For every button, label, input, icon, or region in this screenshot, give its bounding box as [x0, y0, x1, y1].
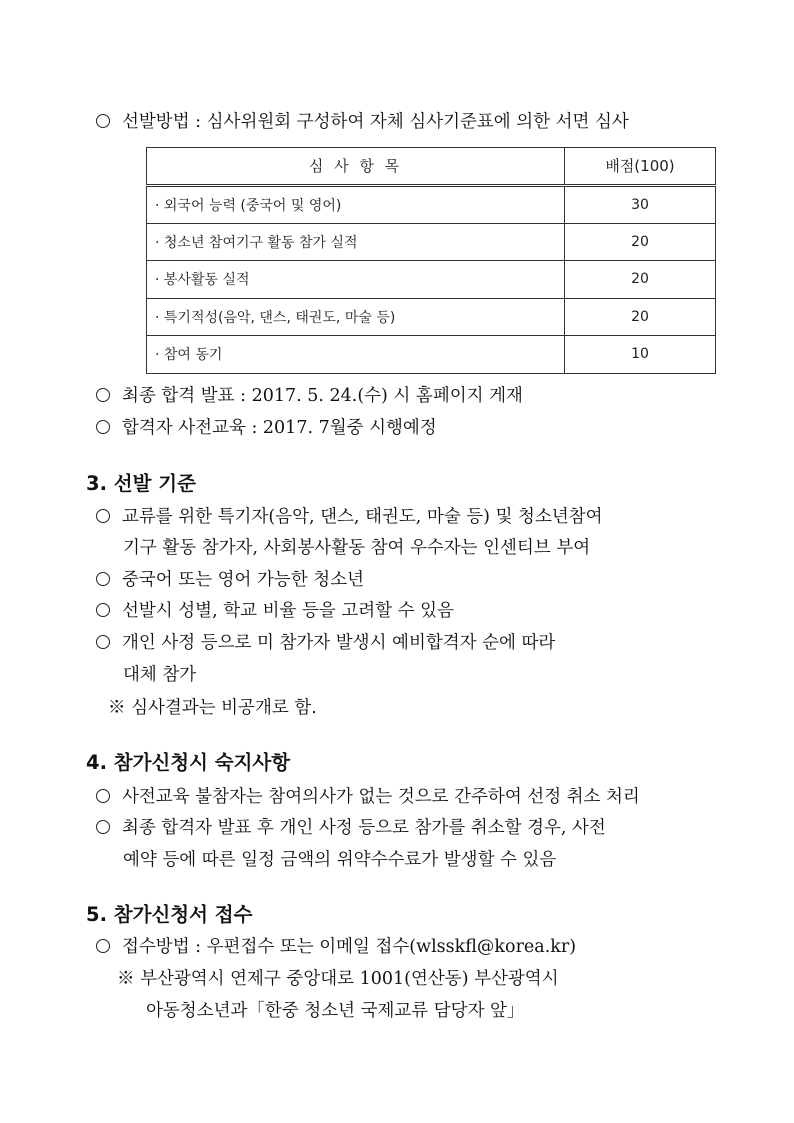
- section-5-note-line-1: ※ 부산광역시 연제구 중앙대로 1001(연산동) 부산광역시: [117, 969, 559, 989]
- section-4-heading: 4. 참가신청시 숙지사항: [86, 751, 291, 774]
- bullet-item-selection-method: [96, 111, 629, 133]
- section-4-bullet-2-line-2: 예약 등에 따른 일정 금액의 위약수수료가 발생할 수 있음: [123, 850, 557, 870]
- bullet-item-final-announcement: [96, 385, 523, 407]
- score-cell: 20: [565, 298, 716, 336]
- criteria-cell: · 봉사활동 실적: [147, 261, 565, 299]
- circle-bullet-icon: [96, 635, 110, 649]
- circle-bullet-icon: [96, 939, 110, 953]
- score-cell: 20: [565, 223, 716, 261]
- final-announcement-text: 최종 합격 발표 : 2017. 5. 24.(수) 시 홈페이지 게재: [122, 386, 523, 406]
- section-3-bullet-1: [96, 506, 603, 528]
- header-criteria: 심 사 항 목: [147, 148, 565, 186]
- section-4-bullet-1: [96, 786, 640, 808]
- table-header-row: [147, 148, 716, 186]
- section-3-bullet-4: [96, 632, 555, 654]
- section-5-heading: 5. 참가신청서 접수: [86, 903, 253, 926]
- section-3-bullet-4-line-2: 대체 참가: [123, 665, 197, 685]
- circle-bullet-icon: [96, 388, 110, 402]
- section-3-bullet-1-line-2: 기구 활동 참가자, 사회봉사활동 참여 우수자는 인센티브 부여: [123, 538, 591, 558]
- section-4-bullet-1-text: 사전교육 불참자는 참여의사가 없는 것으로 간주하여 선정 취소 처리: [122, 787, 640, 807]
- score-cell: 10: [565, 336, 716, 374]
- pre-education-text: 합격자 사전교육 : 2017. 7월중 시행예정: [122, 418, 437, 438]
- section-3-note: ※ 심사결과는 비공개로 함.: [108, 698, 317, 718]
- circle-bullet-icon: [96, 603, 110, 617]
- header-score: 배점(100): [565, 148, 716, 186]
- section-3-bullet-2-text: 중국어 또는 영어 가능한 청소년: [122, 570, 365, 590]
- section-3-bullet-1-line-1: 교류를 위한 특기자(음악, 댄스, 태권도, 마술 등) 및 청소년참여: [122, 507, 603, 527]
- table-row: [147, 261, 716, 299]
- table-row: [147, 223, 716, 261]
- selection-method-text: 선발방법 : 심사위원회 구성하여 자체 심사기준표에 의한 서면 심사: [122, 112, 629, 132]
- circle-bullet-icon: [96, 789, 110, 803]
- section-5-note-line-2: 아동청소년과「한중 청소년 국제교류 담당자 앞」: [146, 1001, 525, 1021]
- section-5-bullet-1-text: 접수방법 : 우편접수 또는 이메일 접수(wlsskfl@korea.kr): [122, 937, 577, 957]
- section-3-bullet-3: [96, 600, 454, 622]
- section-3-bullet-3-text: 선발시 성별, 학교 비율 등을 고려할 수 있음: [122, 601, 454, 621]
- circle-bullet-icon: [96, 572, 110, 586]
- table-row: [147, 185, 716, 223]
- criteria-cell: · 청소년 참여기구 활동 참가 실적: [147, 223, 565, 261]
- circle-bullet-icon: [96, 509, 110, 523]
- section-3-bullet-4-line-1: 개인 사정 등으로 미 참가자 발생시 예비합격자 순에 따라: [122, 633, 556, 653]
- evaluation-criteria-table: [146, 147, 716, 374]
- criteria-cell: · 참여 동기: [147, 336, 565, 374]
- section-5-bullet-1: [96, 936, 576, 958]
- score-cell: 20: [565, 261, 716, 299]
- circle-bullet-icon: [96, 114, 110, 128]
- table-row: [147, 336, 716, 374]
- score-cell: 30: [565, 185, 716, 223]
- circle-bullet-icon: [96, 820, 110, 834]
- section-3-bullet-2: [96, 569, 364, 591]
- bullet-item-pre-education: [96, 417, 437, 439]
- section-3-heading: 3. 선발 기준: [86, 472, 196, 495]
- criteria-cell: · 특기적성(음악, 댄스, 태권도, 마술 등): [147, 298, 565, 336]
- table-row: [147, 298, 716, 336]
- section-4-bullet-2-line-1: 최종 합격자 발표 후 개인 사정 등으로 참가를 취소할 경우, 사전: [122, 818, 606, 838]
- circle-bullet-icon: [96, 420, 110, 434]
- criteria-cell: · 외국어 능력 (중국어 및 영어): [147, 185, 565, 223]
- section-4-bullet-2: [96, 817, 606, 839]
